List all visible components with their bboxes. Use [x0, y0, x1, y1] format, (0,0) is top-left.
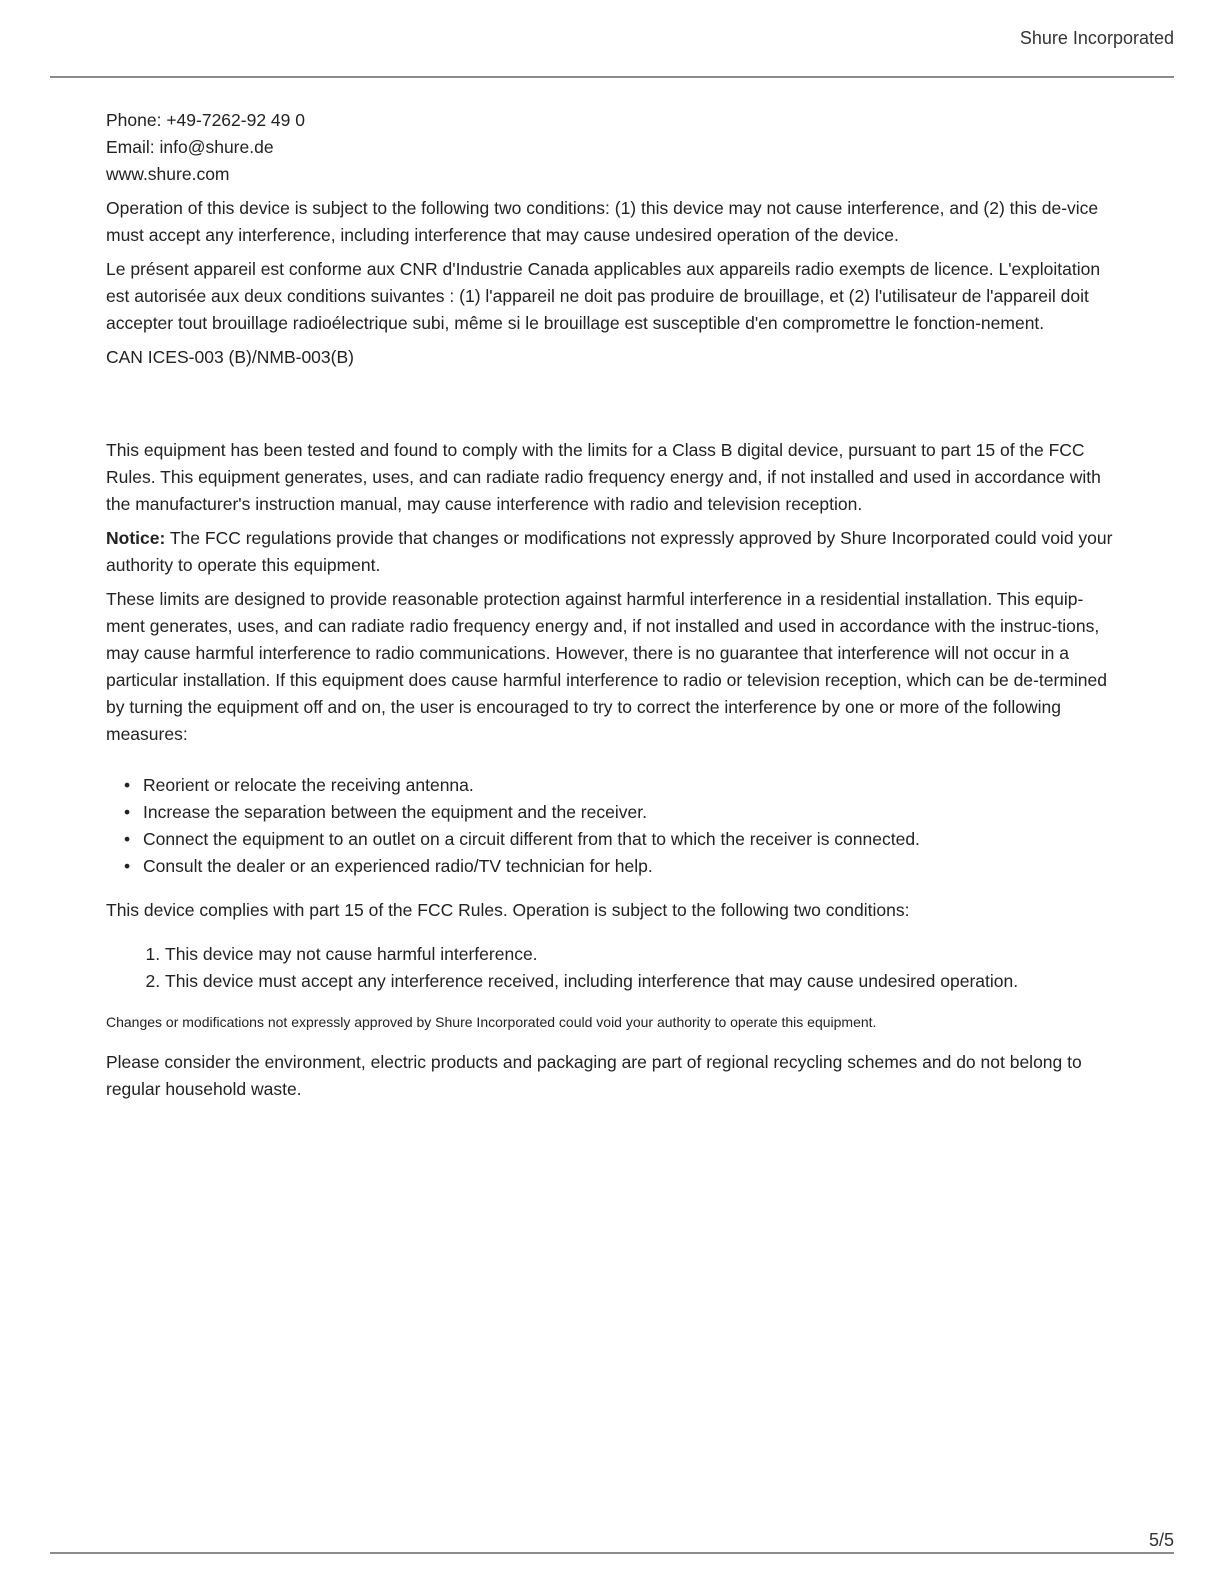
- contact-website: www.shure.com: [106, 164, 230, 184]
- conditions-list: [106, 941, 1116, 995]
- paragraph-ices: CAN ICES-003 (B)/NMB-003(B): [106, 347, 354, 367]
- list-item: • Reorient or relocate the receiving antenna.: [143, 772, 1116, 799]
- document-body: [106, 107, 1116, 1110]
- list-item: • Increase the separation between the equipment and the receiver.: [143, 799, 1116, 826]
- paragraph-changes-note: Changes or modifications not expressly approved by Shure Incorporated could void your authority to operate this equipment.: [106, 1014, 877, 1030]
- paragraph-tested: This equipment has been tested and found to comply with the limits for a Class B digital device, pursuant to part 15 of the FCC Rules. This equipment generates, uses, and can radiate radio frequency energy and, if not installed and used in accordance with the manufacturer's instruction manual, may cause interference with radio and television reception.: [106, 440, 1101, 514]
- section-spacer: [106, 378, 1116, 437]
- page-number: 5/5: [1148, 1530, 1174, 1550]
- contact-email: Email: info@shure.de: [106, 137, 274, 157]
- contact-block: [106, 107, 1116, 188]
- list-item: 2. This device must accept any interference received, including interference that may cause undesired operation.: [165, 968, 1116, 995]
- notice-label: Notice:: [106, 528, 166, 548]
- list-item: • Connect the equipment to an outlet on a circuit different from that to which the receiver is connected.: [143, 826, 1116, 853]
- paragraph-limits: These limits are designed to provide reasonable protection against harmful interference in a residential installation. This equip-ment generates, uses, and can radiate radio frequency energy and, if not installed and used in accordance with the instruc-tions, may cause harmful interference to radio communications. However, there is no guarantee that interference will not occur in a particular installation. If this equipment does cause harmful interference to radio or television reception, which can be de-termined by turning the equipment off and on, the user is encouraged to try to correct the interference by one or more of the following measures:: [106, 589, 1107, 744]
- header-divider: [50, 76, 1174, 78]
- contact-phone: Phone: +49-7262-92 49 0: [106, 110, 305, 130]
- notice-text: The FCC regulations provide that changes or modifications not expressly approved by Shure Incorporated could void your authority to operate this equipment.: [106, 528, 1113, 575]
- paragraph-operation-fr: Le présent appareil est conforme aux CNR d'Industrie Canada applicables aux appareils radio exempts de licence. L'exploitation est autorisée aux deux conditions suivantes : (1) l'appareil ne doit pas produire de brouillage, et (2) l'utilisateur de l'appareil doit accepter tout brouillage radioélectrique subi, même si le brouillage est susceptible d'en compromettre le fonction-nement.: [106, 259, 1101, 333]
- measures-list: [106, 772, 1116, 880]
- paragraph-environment: Please consider the environment, electric products and packaging are part of regional recycling schemes and do not belong to regular household waste.: [106, 1052, 1082, 1099]
- paragraph-notice: [106, 525, 1116, 579]
- list-item: 1. This device may not cause harmful interference.: [165, 941, 1116, 968]
- header-company-name: Shure Incorporated: [1019, 28, 1174, 48]
- footer-divider: [50, 1552, 1174, 1554]
- paragraph-operation-en: Operation of this device is subject to the following two conditions: (1) this device may not cause interference, and (2) this de-vice must accept any interference, including interference that may cause undesired operation of the device.: [106, 198, 1099, 245]
- paragraph-complies: This device complies with part 15 of the FCC Rules. Operation is subject to the following two conditions:: [106, 900, 910, 920]
- list-item: • Consult the dealer or an experienced radio/TV technician for help.: [143, 853, 1116, 880]
